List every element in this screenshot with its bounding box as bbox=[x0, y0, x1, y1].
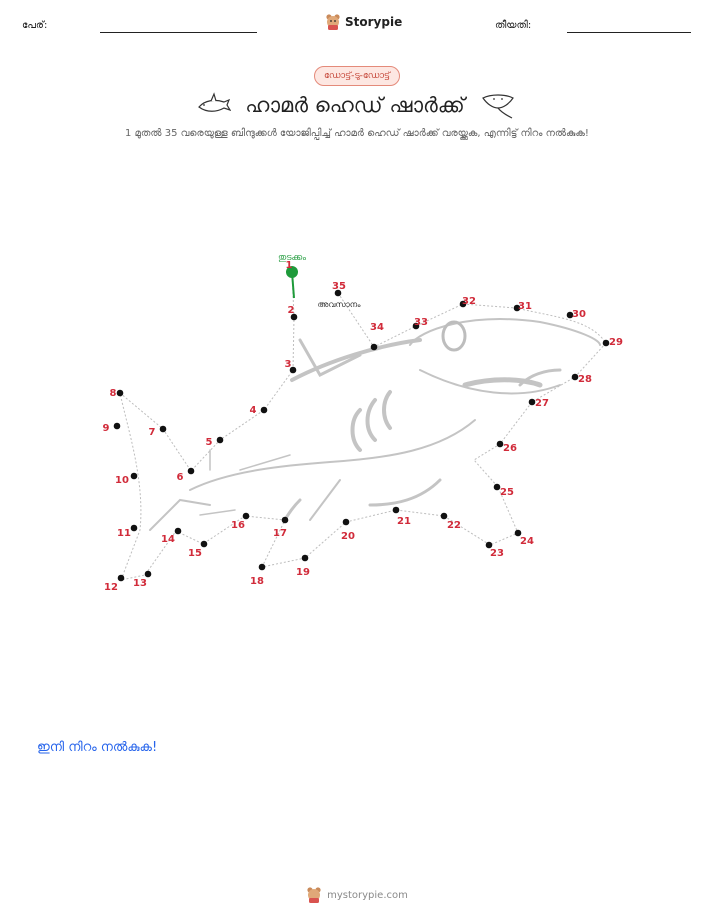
dot-label-30: 30 bbox=[572, 309, 586, 320]
dot-5 bbox=[217, 437, 224, 444]
shark-guide-lines bbox=[150, 319, 600, 530]
dot-label-16: 16 bbox=[231, 520, 245, 531]
dot-14 bbox=[175, 528, 182, 535]
dot-label-32: 32 bbox=[462, 296, 476, 307]
dot-label-28: 28 bbox=[578, 374, 592, 385]
dot-10 bbox=[131, 473, 138, 480]
dot-label-20: 20 bbox=[341, 531, 355, 542]
dot-label-3: 3 bbox=[284, 359, 292, 370]
dot-label-10: 10 bbox=[115, 475, 129, 486]
dot-label-13: 13 bbox=[133, 578, 147, 589]
dots-layer bbox=[103, 260, 623, 593]
dot-label-23: 23 bbox=[490, 548, 504, 559]
dot-8 bbox=[117, 390, 124, 397]
dot-label-17: 17 bbox=[273, 528, 287, 539]
shark-eye bbox=[443, 322, 465, 350]
dot-label-11: 11 bbox=[117, 528, 131, 539]
dot-label-18: 18 bbox=[250, 576, 264, 587]
dot-16 bbox=[243, 513, 250, 520]
dot-label-26: 26 bbox=[503, 443, 517, 454]
page-title: ഹാമർ ഹെഡ് ഷാർക്ക് bbox=[245, 92, 465, 117]
footer bbox=[0, 886, 714, 904]
activity-badge: ഡോട്ട്-ടു-ഡോട്ട് bbox=[314, 66, 400, 86]
dot-12 bbox=[118, 575, 125, 582]
dot-label-14: 14 bbox=[161, 534, 175, 545]
dot-label-15: 15 bbox=[188, 548, 202, 559]
dot-label-9: 9 bbox=[102, 423, 110, 434]
dot-label-8: 8 bbox=[109, 388, 117, 399]
dot-label-27: 27 bbox=[535, 398, 549, 409]
shark-outline bbox=[120, 272, 606, 580]
dot-6 bbox=[188, 468, 195, 475]
dot-22 bbox=[441, 513, 448, 520]
dot-label-12: 12 bbox=[104, 582, 118, 593]
dot-label-24: 24 bbox=[520, 536, 534, 547]
dot-34 bbox=[371, 344, 378, 351]
dot-18 bbox=[259, 564, 266, 571]
dot-label-31: 31 bbox=[518, 301, 532, 312]
dot-19 bbox=[302, 555, 309, 562]
dot-label-5: 5 bbox=[205, 437, 213, 448]
dot-label-25: 25 bbox=[500, 487, 514, 498]
dot-label-33: 33 bbox=[414, 317, 428, 328]
name-label: പേര്: bbox=[22, 20, 48, 31]
dot-label-35: 35 bbox=[332, 281, 346, 292]
dot-9 bbox=[114, 423, 121, 430]
dot-7 bbox=[160, 426, 167, 433]
dot-label-7: 7 bbox=[148, 427, 156, 438]
dot-17 bbox=[282, 517, 289, 524]
color-now-text: ഇനി നിറം നൽകുക! bbox=[37, 740, 158, 755]
dot-label-29: 29 bbox=[609, 337, 623, 348]
storypie-footer-icon bbox=[306, 886, 322, 904]
dot-15 bbox=[201, 541, 208, 548]
instructions: 1 മുതൽ 35 വരെയുള്ള ബിന്ദുക്കൾ യോജിപ്പിച്ച് ഹാമർ ഹെഡ് ഷാർക്ക് വരയ്ക്കുക, എന്നിട്ട് നിറം നൽകുക! bbox=[125, 128, 589, 139]
dot-21 bbox=[393, 507, 400, 514]
dot-label-4: 4 bbox=[249, 405, 257, 416]
end-label: അവസാനം bbox=[317, 300, 361, 309]
footer-site: mystorypie.com bbox=[327, 889, 408, 901]
dot-label-21: 21 bbox=[397, 516, 411, 527]
dot-label-34: 34 bbox=[370, 322, 384, 333]
dot-13 bbox=[145, 571, 152, 578]
dot-4 bbox=[261, 407, 268, 414]
dot-20 bbox=[343, 519, 350, 526]
brand-name: Storypie bbox=[345, 15, 403, 29]
dot-label-22: 22 bbox=[447, 520, 461, 531]
dot-11 bbox=[131, 525, 138, 532]
dot-label-1: 1 bbox=[285, 260, 293, 271]
dot-label-6: 6 bbox=[176, 472, 184, 483]
start-label: തുടക്കം bbox=[277, 253, 307, 263]
dot-label-19: 19 bbox=[296, 567, 310, 578]
dot-label-2: 2 bbox=[287, 305, 295, 316]
date-label: തീയതി: bbox=[495, 20, 532, 31]
